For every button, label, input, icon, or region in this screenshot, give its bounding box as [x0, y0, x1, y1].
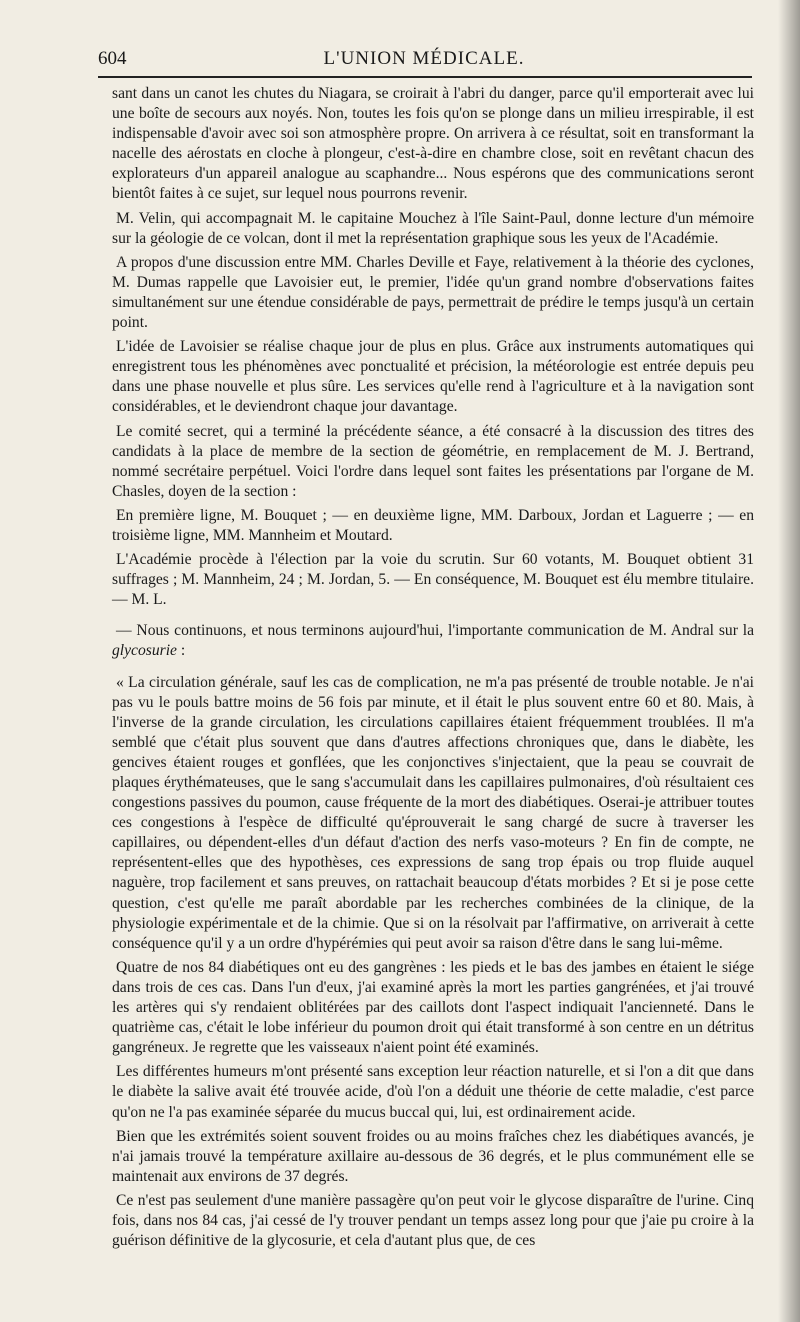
paragraph: « La circulation générale, sauf les cas de complication, ne m'a pas présenté de trouble notable. Je n'ai pas vu le pouls battre moins de 56 fois par minute, et il était le plus souvent entre 60 et 80. Mais, à l'inverse de la grande circulation, les circulations capillaires étaient fréquemment troublées. Il m'a semblé que c'était plus souvent que dans d'autres affections chroniques que, dans le diabète, les gencives étaient rouges et gonflées, que les conjonctives s'injectaient, que la peau se couvrait de plaques érythémateuses, que le sang s'accumulait dans les capillaires pulmonaires, d'où résultaient ces congestions passives du poumon, cause fréquente de la mort des diabétiques. Oserai-je attribuer toutes ces congestions à l'espèce de difficulté qu'éprouverait le sang chargé de sucre à traverser les capillaires, ou dépendent-elles d'un défaut d'action des nerfs vaso-moteurs ? En fin de compte, ne représentent-elles que des hypothèses, ces expressions de sang trop épais ou trop fluide auquel naguère, trop facilement et sans preuves, on rattachait beaucoup d'états morbides ? Et si je pose cette question, c'est qu'elle me paraît abordable par les recherches combinées de la clinique, de la physiologie expérimentale et de la chimie. Que si on la résolvait par l'affirmative, on arriverait à cette conséquence qu'il y a un ordre d'hypérémies qui peut avoir sa raison d'être dans le sang lui-même.	[112, 673, 754, 952]
paragraph-text: — Nous continuons, et nous terminons aujourd'hui, l'importante communication de M. Andral sur la	[116, 622, 754, 640]
paragraph: En première ligne, M. Bouquet ; — en deuxième ligne, MM. Darboux, Jordan et Laguerre ; — en troisième ligne, MM. Mannheim et Moutard.	[112, 506, 754, 544]
running-header	[98, 44, 750, 74]
paragraph: Le comité secret, qui a terminé la précédente séance, a été consacré à la discussion des titres des candidats à la place de membre de la section de géométrie, en remplacement de M. J. Bertrand, nommé secrétaire perpétuel. Voici l'ordre dans lequel sont faites les présentations par l'organe de M. Chasles, doyen de la section :	[112, 422, 754, 500]
paragraph: sant dans un canot les chutes du Niagara, se croirait à l'abri du danger, parce qu'il emporterait avec lui une boîte de secours aux noyés. Non, toutes les fois qu'on se plonge dans un milieu irrespirable, il est indispensable d'avoir avec soi son atmosphère propre. On arrivera à ce résultat, soit en transformant la nacelle des aérostats en cloche à plongeur, c'est-à-dire en chambre close, soit en revêtant chacun des explorateurs d'un appareil analogue au scaphandre... Nous espérons que des communications seront bientôt faites à ce sujet, sur lequel nous pourrons revenir.	[112, 85, 754, 203]
paragraph: L'idée de Lavoisier se réalise chaque jour de plus en plus. Grâce aux instruments automatiques qui enregistrent tous les phénomènes avec ponctualité et précision, la météorologie est entrée depuis peu dans une phase nouvelle et plus sûre. Les services qu'elle rend à l'agriculture et à la navigation sont considérables, et le deviendront chaque jour davantage.	[112, 338, 754, 416]
paragraph: M. Velin, qui accompagnait M. le capitaine Mouchez à l'île Saint-Paul, donne lecture d'un mémoire sur la géologie de ce volcan, dont il met la représentation graphique sous les yeux de l'Académie.	[112, 209, 754, 247]
page-edge-shadow	[778, 0, 800, 1322]
header-rule	[98, 76, 752, 78]
paragraph: Bien que les extrémités soient souvent froides ou au moins fraîches chez les diabétiques avancés, je n'ai jamais trouvé la température axillaire au-dessous de 36 degrés, et le plus communément elle se maintenait aux environs de 37 degrés.	[112, 1127, 754, 1185]
italic-term: glycosurie	[112, 642, 177, 660]
paragraph: A propos d'une discussion entre MM. Charles Deville et Faye, relativement à la théorie des cyclones, M. Dumas rappelle que Lavoisier eut, le premier, l'idée qu'un grand nombre d'observations faites simultanément sur une étendue considérable de pays, permettrait de prédire le temps jusqu'à un certain point.	[112, 253, 754, 332]
paragraph: L'Académie procède à l'élection par la voie du scrutin. Sur 60 votants, M. Bouquet obtient 31 suffrages ; M. Mannheim, 24 ; M. Jordan, 5. — En conséquence, M. Bouquet est élu membre titulaire. — M. L.	[112, 551, 754, 609]
paragraph: Quatre de nos 84 diabétiques ont eu des gangrènes : les pieds et le bas des jambes en étaient le siége dans trois de ces cas. Dans l'un d'eux, j'ai examiné après la mort les parties gangrénées, et j'ai trouvé les artères qui s'y rendaient oblitérées par des caillots dont l'aspect indiquait l'ancienneté. Dans le quatrième cas, c'était le lobe inférieur du poumon droit qui était transformé à son centre en un détritus gangréneux. Je regrette que les vaisseaux n'aient point été examinés.	[112, 958, 754, 1057]
paragraph: Les différentes humeurs m'ont présenté sans exception leur réaction naturelle, et si l'on a dit que dans le diabète la salive avait été trouvée acide, d'où l'on a déduit une théorie de cette maladie, c'est parce qu'on ne l'a pas examinée séparée du mucus buccal qui, lui, est ordinairement acide.	[112, 1063, 754, 1121]
article-body	[112, 84, 754, 1251]
paragraph-tail: :	[176, 642, 186, 660]
page-number: 604	[98, 48, 127, 69]
running-title: L'UNION MÉDICALE.	[323, 48, 525, 69]
paragraph: Ce n'est pas seulement d'une manière passagère qu'on peut voir le glycose disparaître de l'urine. Cinq fois, dans nos 84 cas, j'ai cessé de l'y trouver pendant un temps assez long pour que j'aie pu croire à la guérison définitive de la glycosurie, et cela d'autant plus que, de ces	[112, 1191, 754, 1250]
paragraph	[112, 621, 754, 661]
